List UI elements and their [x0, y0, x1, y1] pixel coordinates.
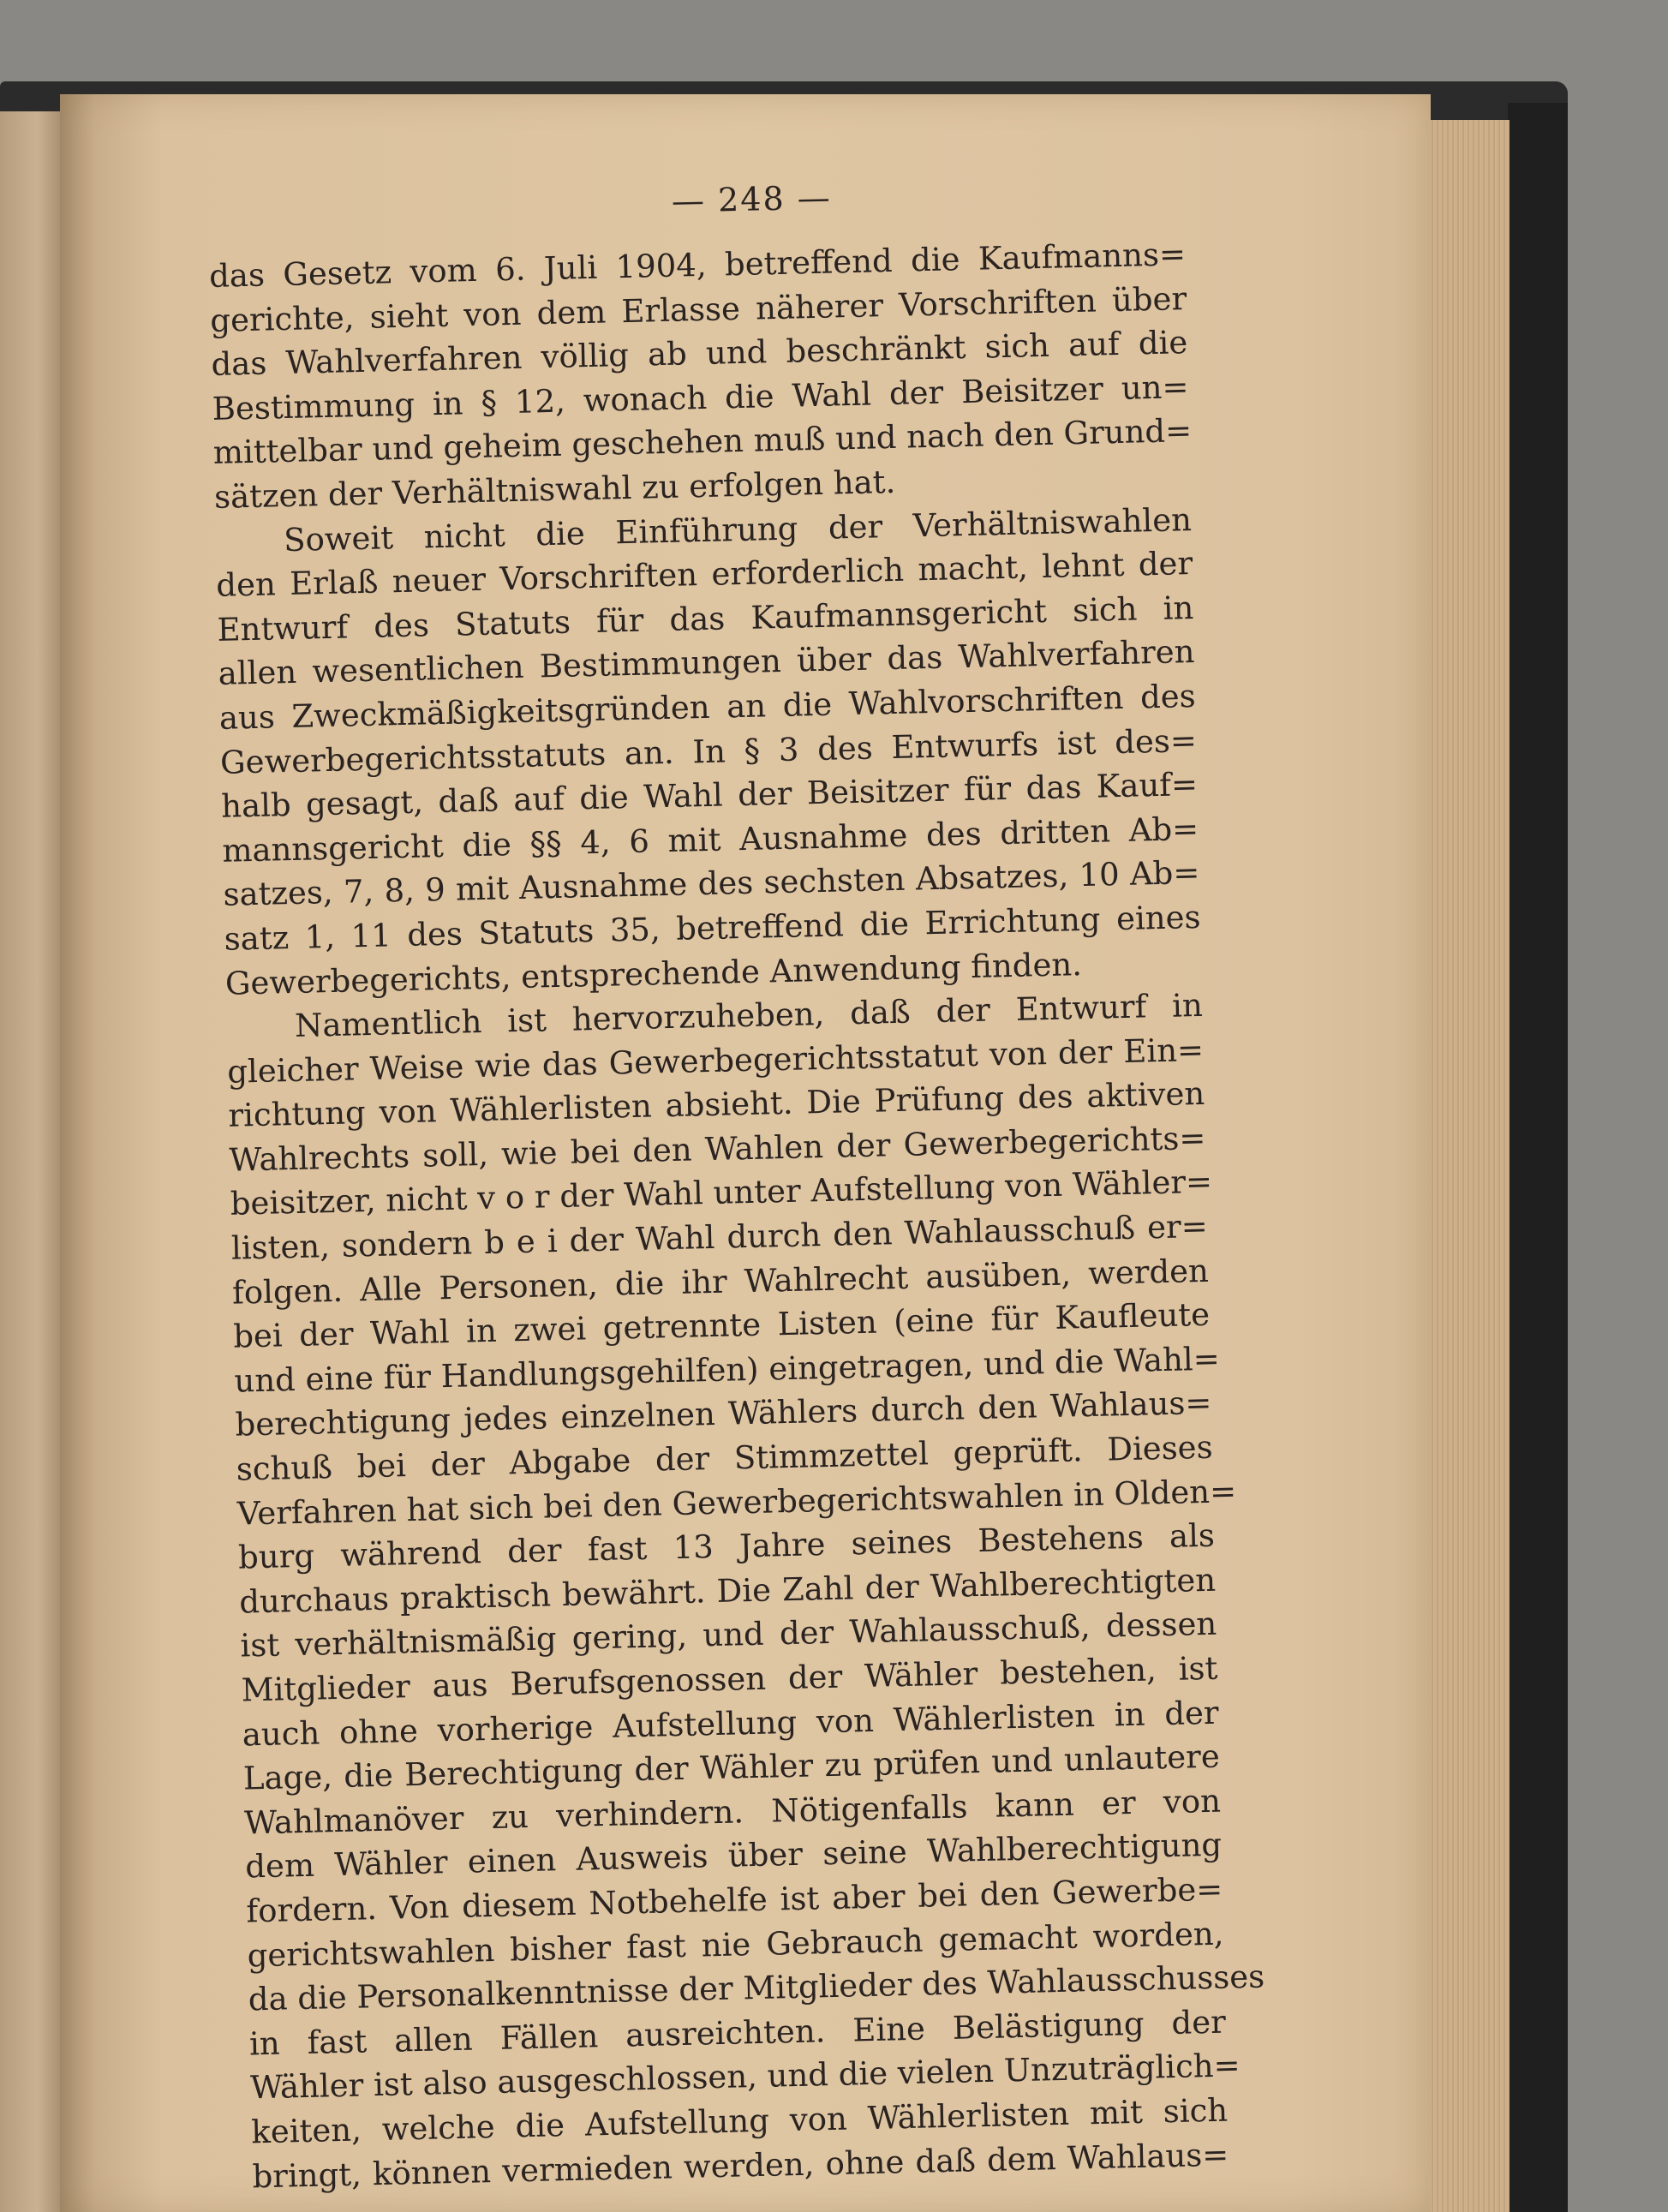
text-line: gerichtswahlen bisher fast nie Gebrauch gemacht worden,	[247, 1915, 1224, 1975]
text-line: das Gesetz vom 6. Juli 1904, betreffend die Kaufmanns=	[208, 236, 1187, 295]
text-line: Lage, die Berechtigung der Wähler zu prüfen und unlautere	[242, 1737, 1221, 1797]
text-line: folgen. Alle Personen, die ihr Wahlrecht ausüben, werden	[231, 1252, 1210, 1312]
text-line: aus Zweckmäßigkeitsgründen an die Wahlvorschriften des	[218, 677, 1197, 737]
text-line: Namentlich ist hervorzuheben, daß der Entwurf in	[294, 986, 1204, 1045]
text-line: Entwurf des Statuts für das Kaufmannsgericht sich in	[217, 589, 1194, 649]
text-line: fordern. Von diesem Notbehelfe ist aber bei den Gewerbe=	[246, 1870, 1223, 1930]
text-line: Gewerbegerichts, entsprechende Anwendung finden.	[224, 945, 1083, 1002]
text-line: Mitglieder aus Berufsgenossen der Wähler bestehen, ist	[241, 1649, 1218, 1709]
text-line: burg während der fast 13 Jahre seines Bestehens als	[237, 1516, 1216, 1576]
text-line: satzes, 7, 8, 9 mit Ausnahme des sechsten Absatzes, 10 Ab=	[223, 854, 1200, 914]
page-number: — 248 —	[671, 178, 833, 220]
text-line: den Erlaß neuer Vorschriften erforderlich macht, lehnt der	[215, 545, 1193, 605]
text-line: in fast allen Fällen ausreichten. Eine Belästigung der	[248, 2003, 1227, 2063]
text-line: bringt, können vermieden werden, ohne daß dem Wahlaus=	[252, 2136, 1229, 2195]
text-line: mannsgericht die §§ 4, 6 mit Ausnahme des dritten Ab=	[221, 810, 1199, 870]
text-line: berechtigung jedes einzelnen Wählers durch den Wahlaus=	[235, 1384, 1212, 1444]
text-line: Bestimmung in § 12, wonach die Wahl der Beisitzer un=	[212, 368, 1189, 427]
text-line: schuß bei der Abgabe der Stimmzettel geprüft. Dieses	[236, 1428, 1214, 1488]
text-line: satz 1, 11 des Statuts 35, betreffend die Errichtung eines	[224, 898, 1201, 958]
text-line: durchaus praktisch bewährt. Die Zahl der Wahlberechtigten	[238, 1561, 1217, 1621]
text-line: beisitzer, nicht v o r der Wahl unter Aufstellung von Wähler=	[230, 1163, 1213, 1223]
text-line: Gewerbegerichtsstatuts an. In § 3 des Entwurfs ist des=	[219, 721, 1198, 781]
text-line: gerichte, sieht von dem Erlasse näherer Vorschriften über	[209, 279, 1187, 339]
text-line: bei der Wahl in zwei getrennte Listen (eine für Kaufleute	[232, 1296, 1211, 1355]
text-line: das Wahlverfahren völlig ab und beschränkt sich auf die	[211, 324, 1188, 384]
text-line: gleicher Weise wie das Gewerbegerichtsstatut von der Ein=	[226, 1031, 1205, 1091]
page-block-edges	[1424, 120, 1510, 2212]
text-line: Wahlmanöver zu verhindern. Nötigenfalls kann er von	[243, 1782, 1222, 1842]
text-line: ist verhältnismäßig gering, und der Wahlausschuß, dessen	[240, 1605, 1217, 1665]
text-line: Soweit nicht die Einführung der Verhältniswahlen	[283, 500, 1193, 559]
text-line: da die Personalkenntnisse der Mitglieder des Wahlausschusses	[248, 1958, 1265, 2018]
text-line: allen wesentlichen Bestimmungen über das Wahlverfahren	[218, 633, 1195, 693]
text-line: Verfahren hat sich bei den Gewerbegerichtswahlen in Olden=	[236, 1472, 1237, 1533]
text-line: listen, sondern b e i der Wahl durch den Wahlausschuß er=	[230, 1207, 1209, 1267]
text-line: richtung von Wählerlisten absieht. Die Prüfung des aktiven	[227, 1075, 1205, 1134]
text-line: sätzen der Verhältniswahl zu erfolgen hat.	[213, 463, 896, 516]
book-cover-edge	[1508, 103, 1568, 2212]
text-line: halb gesagt, daß auf die Wahl der Beisitzer für das Kauf=	[220, 766, 1199, 825]
text-line: mittelbar und geheim geschehen muß und nach den Grund=	[212, 412, 1193, 472]
page-text	[207, 170, 1265, 2198]
text-line: Wahlrechts soll, wie bei den Wahlen der Gewerbegerichts=	[229, 1119, 1206, 1179]
text-line: Wähler ist also ausgeschlossen, und die vielen Unzuträglich=	[249, 2047, 1241, 2107]
text-line: und eine für Handlungsgehilfen) eingetragen, und die Wahl=	[233, 1340, 1221, 1400]
previous-page-edge	[0, 111, 62, 2212]
text-line: auch ohne vorherige Aufstellung von Wählerlisten in der	[242, 1694, 1220, 1754]
text-line: keiten, welche die Aufstellung von Wählerlisten mit sich	[250, 2091, 1229, 2151]
text-line: dem Wähler einen Ausweis über seine Wahlberechtigung	[244, 1826, 1223, 1886]
